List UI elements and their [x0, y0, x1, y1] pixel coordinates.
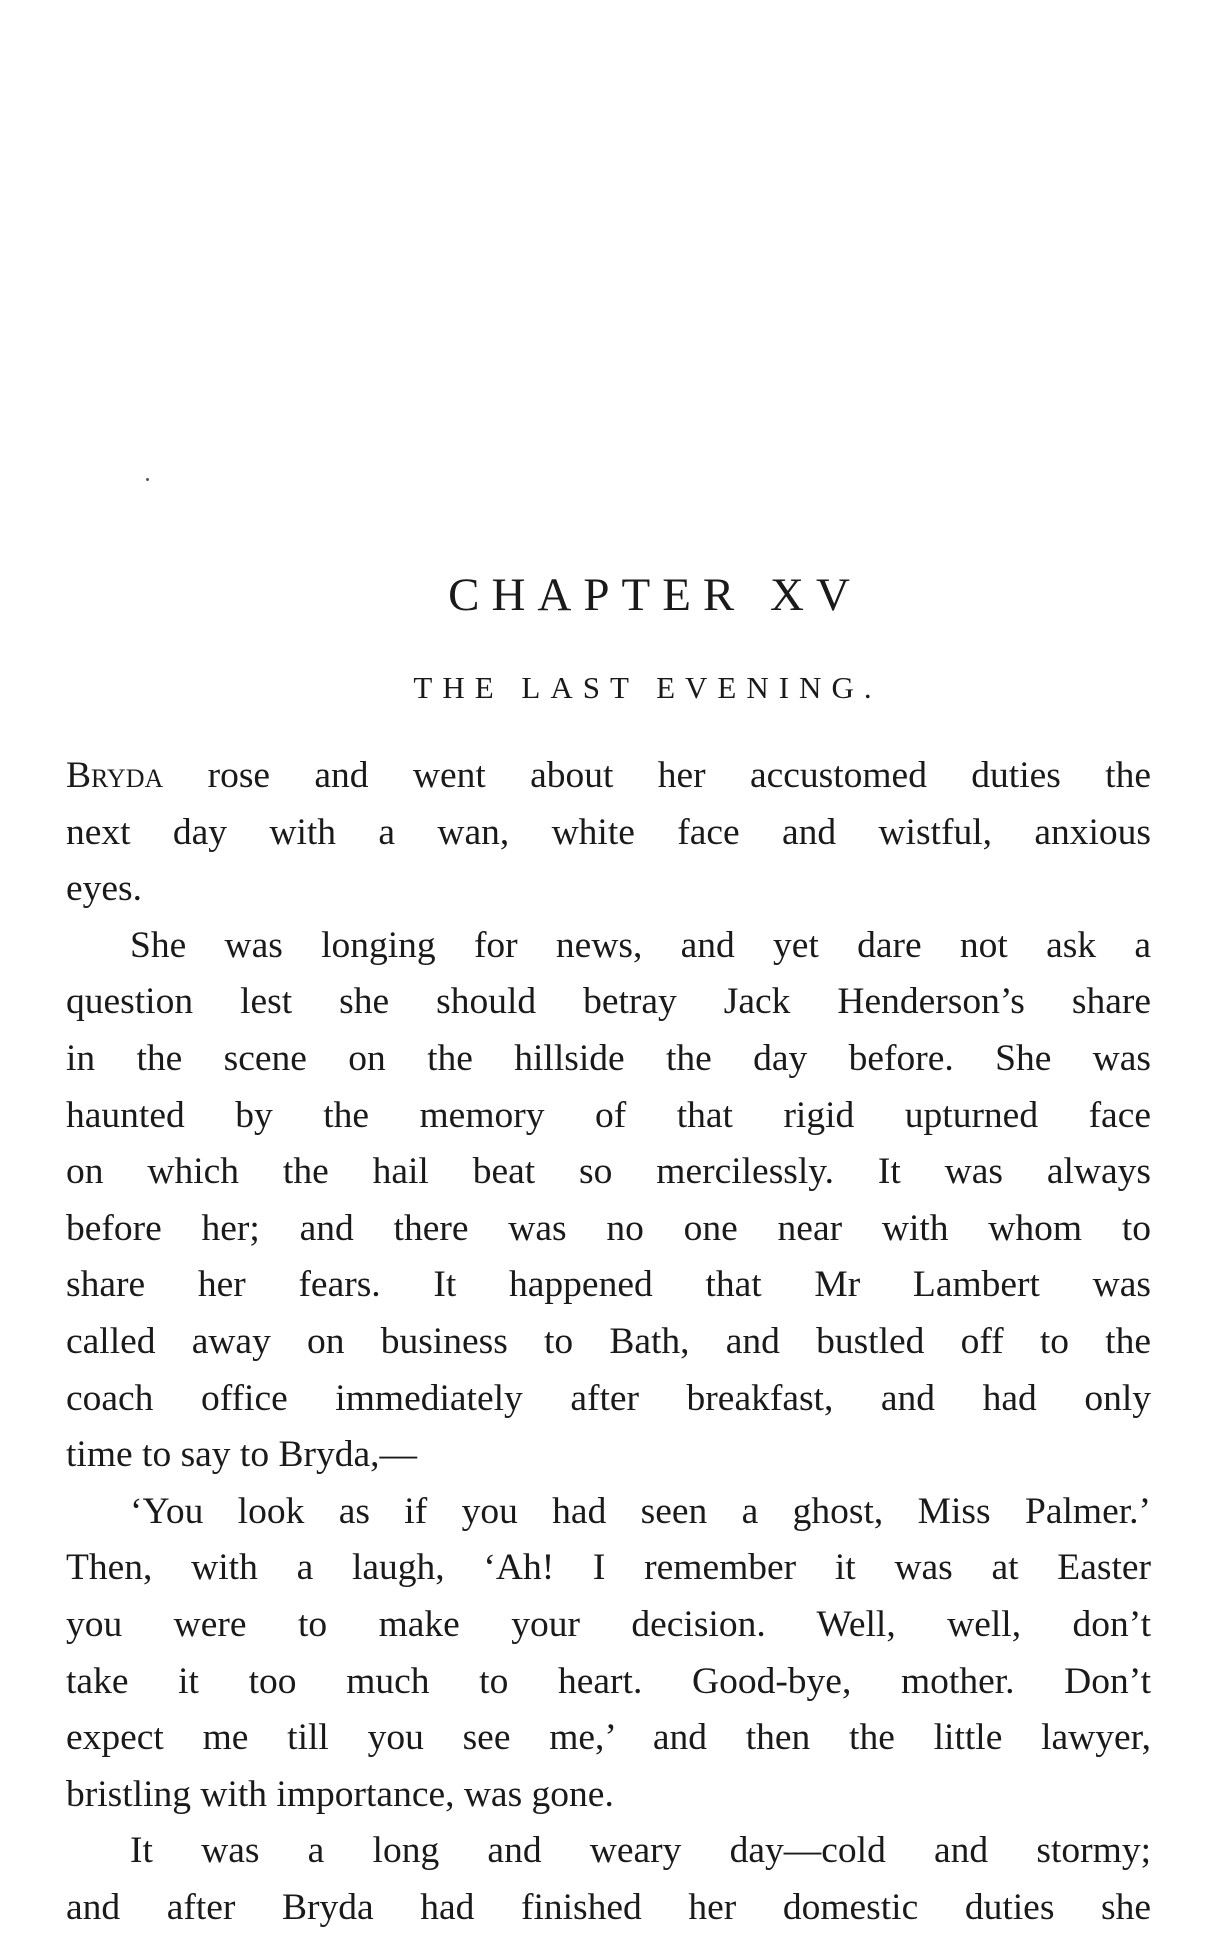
text-line: She was longing for news, and yet dare not ask a [130, 924, 1151, 966]
chapter-body [66, 748, 1151, 1936]
text-line: ‘You look as if you had seen a ghost, Miss Palmer.’ [130, 1490, 1151, 1532]
text-line: in the scene on the hillside the day before. She was [66, 1037, 1151, 1079]
text-line: next day with a wan, white face and wistful, anxious [66, 811, 1151, 853]
text-line: expect me till you see me,’ and then the little lawyer, [66, 1717, 1151, 1759]
text-line: time to say to Bryda,— [66, 1434, 417, 1476]
text-line [66, 748, 1151, 805]
text-line: Then, with a laugh, ‘Ah! I remember it was at Easter [66, 1547, 1151, 1589]
text-line: haunted by the memory of that rigid upturned face [66, 1094, 1151, 1136]
text-line-content: rose and went about her accustomed duties the [163, 755, 1151, 796]
text-line: bristling with importance, was gone. [66, 1773, 614, 1815]
text-line: and after Bryda had finished her domestic duties she [66, 1886, 1151, 1928]
chapter-heading: CHAPTER XV [448, 569, 862, 621]
text-line: coach office immediately after breakfast, and had only [66, 1377, 1151, 1419]
text-line: It was a long and weary day—cold and stormy; [130, 1830, 1151, 1872]
text-line: before her; and there was no one near with whom to [66, 1207, 1151, 1249]
text-line: eyes. [66, 868, 143, 910]
lead-word: Bryda [66, 755, 164, 796]
text-line: you were to make your decision. Well, well, don’t [66, 1603, 1151, 1645]
text-line: share her fears. It happened that Mr Lambert was [66, 1264, 1151, 1306]
print-speck [146, 478, 149, 481]
chapter-subtitle: THE LAST EVENING. [413, 670, 882, 705]
text-line: called away on business to Bath, and bustled off to the [66, 1320, 1151, 1362]
text-line: take it too much to heart. Good-bye, mother. Don’t [66, 1660, 1151, 1702]
text-line: on which the hail beat so mercilessly. It was always [66, 1151, 1151, 1193]
text-line: question lest she should betray Jack Henderson’s share [66, 981, 1151, 1023]
